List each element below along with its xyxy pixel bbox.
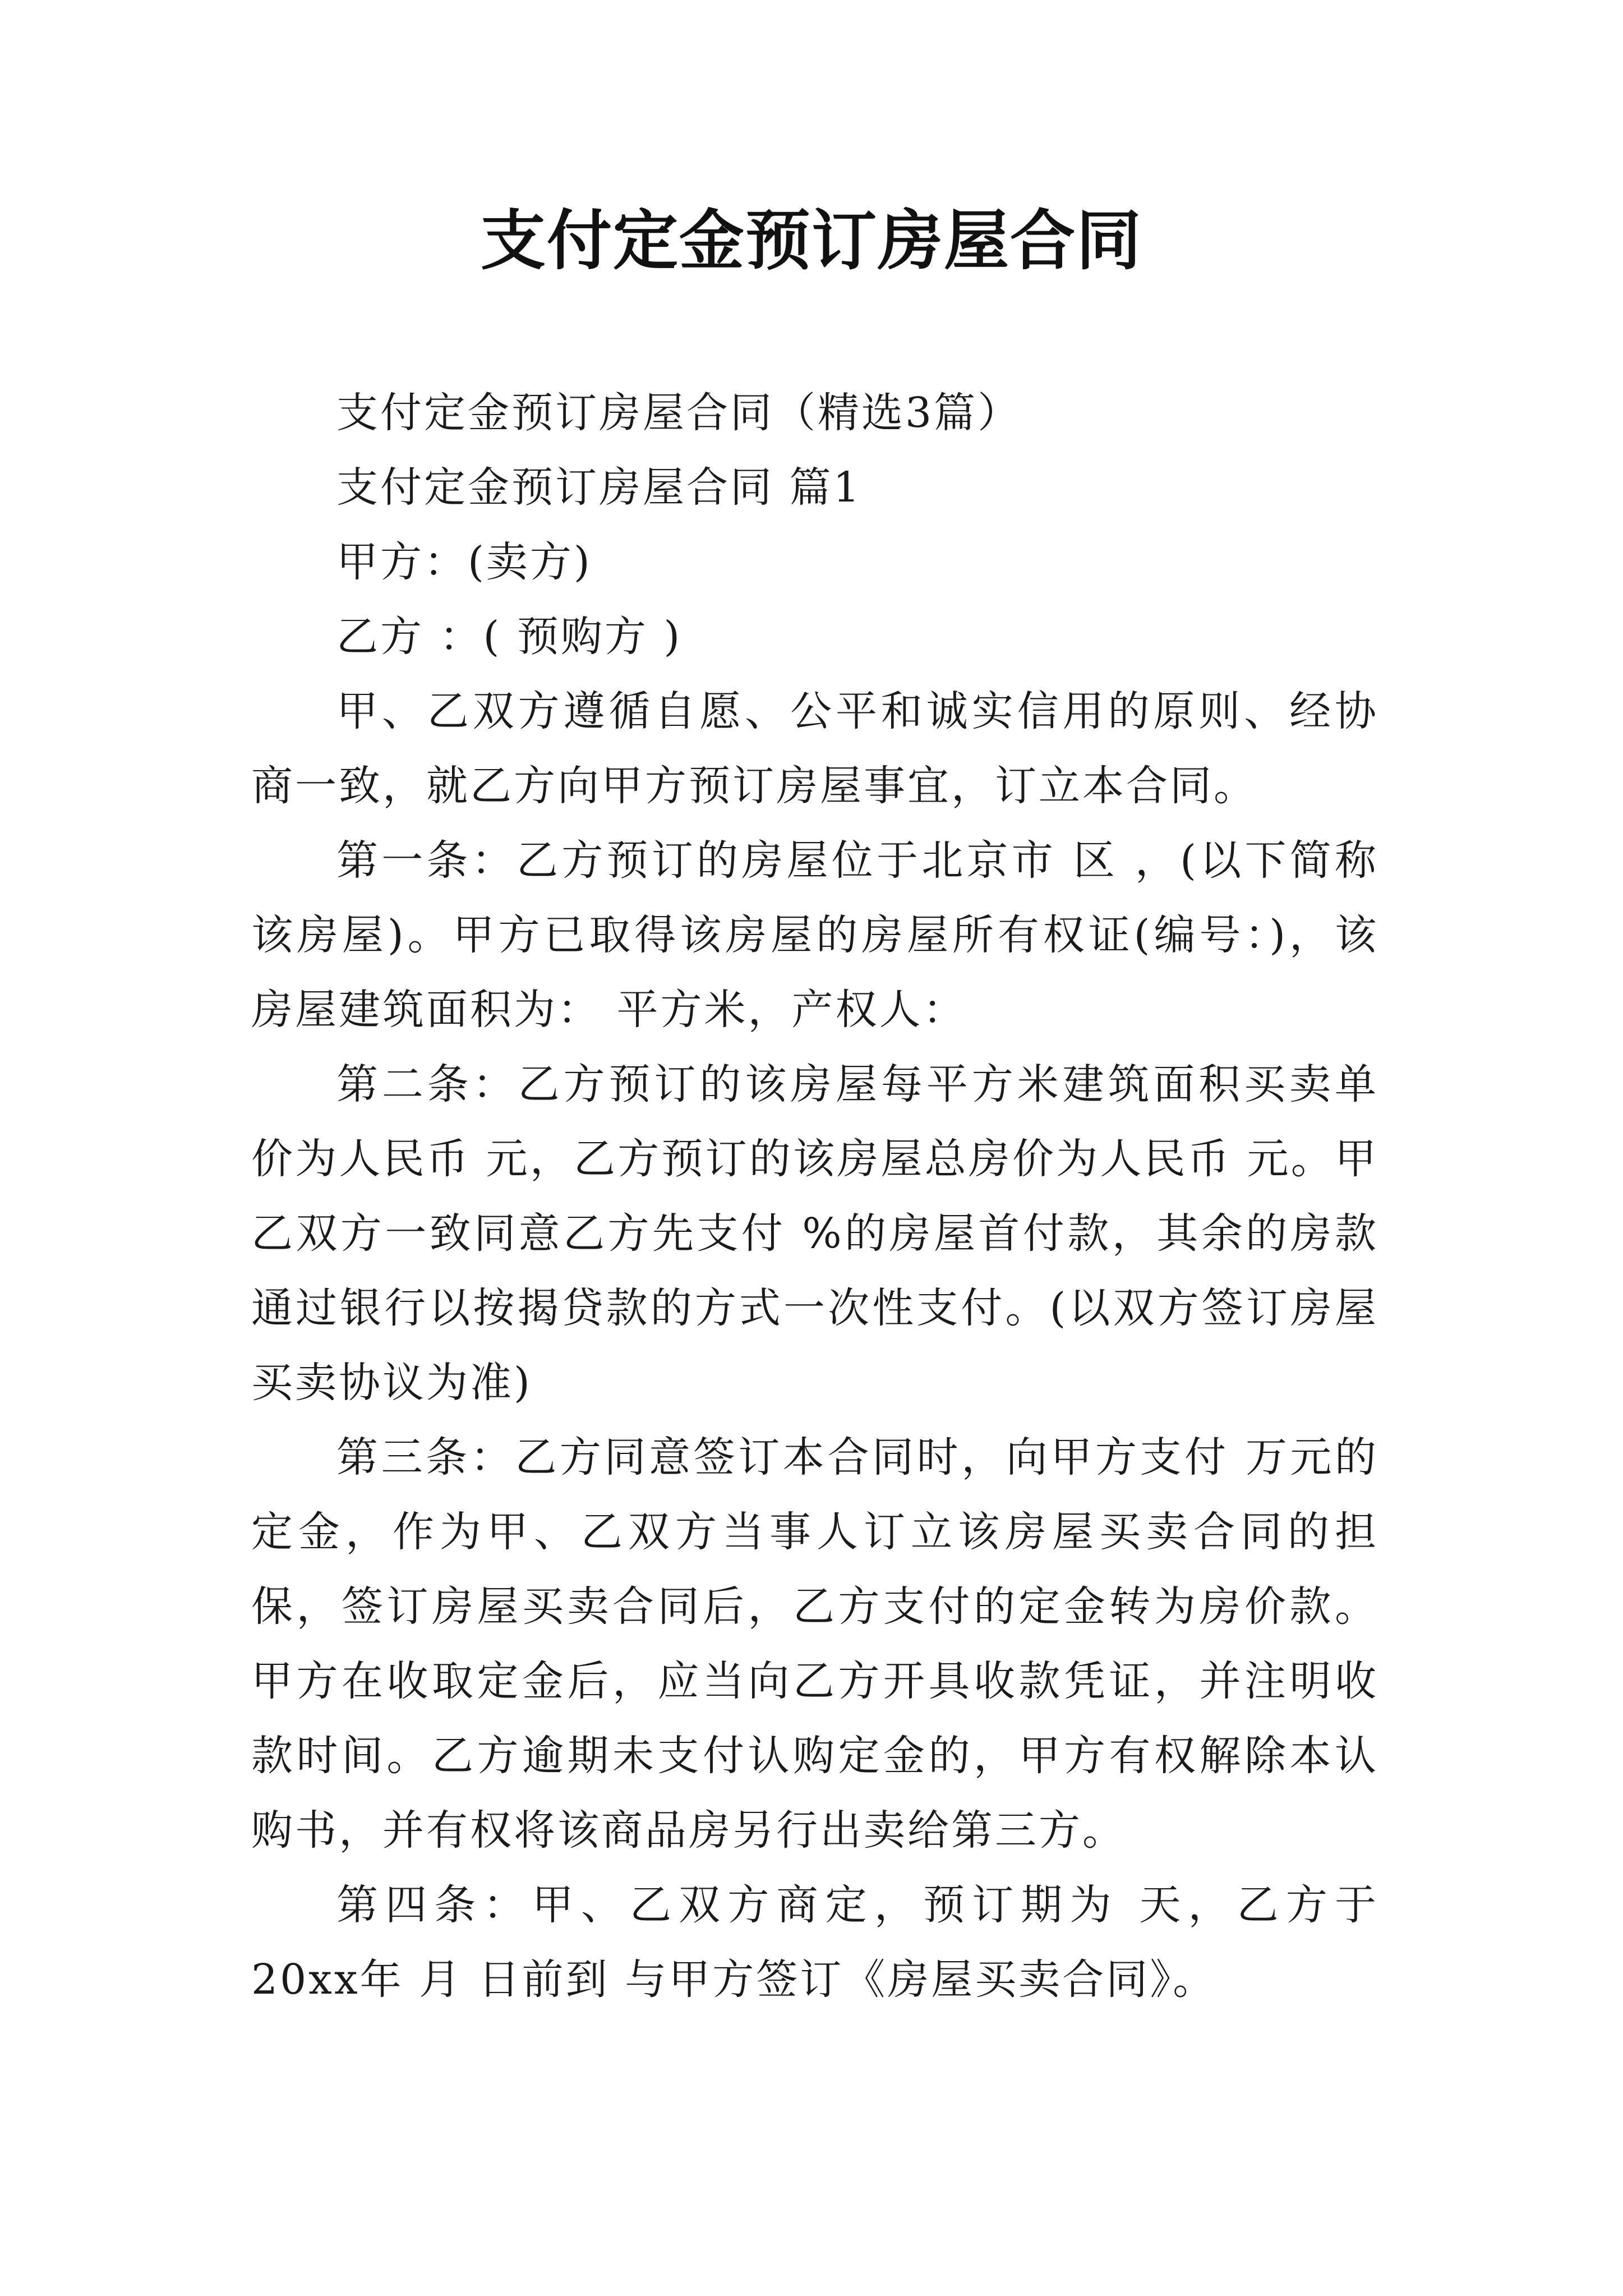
paragraph-article-2: 第二条：乙方预订的该房屋每平方米建筑面积买卖单价为人民币 元，乙方预订的该房屋总房价为人民币 元。甲乙双方一致同意乙方先支付 %的房屋首付款，其余的房款通过银行以按揭贷款的方式一次性支付。(以双方签订房屋买卖协议为准) [251,1060,1378,1407]
paragraph-article-3: 第三条：乙方同意签订本合同时，向甲方支付 万元的定金，作为甲、乙双方当事人订立该房屋买卖合同的担保，签订房屋买卖合同后，乙方支付的定金转为房价款。甲方在收取定金后，应当向乙方开具收款凭证，并注明收款时间。乙方逾期未支付认购定金的，甲方有权解除本认购书，并有权将该商品房另行出卖给第三方。 [251,1433,1378,1855]
paragraph-section-title: 支付定金预订房屋合同 篇1 [336,463,862,512]
paragraph-preamble: 甲、乙双方遵循自愿、公平和诚实信用的原则、经协商一致，就乙方向甲方预订房屋事宜，订立本合同。 [251,687,1378,810]
paragraph-party-a: 甲方：(卖方) [336,538,592,586]
paragraph-party-b: 乙方 ：( 预购方 ) [336,613,683,661]
document-body [251,376,1378,2017]
paragraph-collection-title: 支付定金预订房屋合同（精选3篇） [336,389,1022,437]
paragraph-article-4: 第四条：甲、乙双方商定，预订期为 天，乙方于20xx年 月 日前到 与甲方签订《房屋买卖合同》。 [251,1881,1378,2004]
paragraph-article-1: 第一条：乙方预订的房屋位于北京市 区 ，(以下简称该房屋)。甲方已取得该房屋的房屋所有权证(编号：)，该房屋建筑面积为： 平方米，产权人： [251,836,1378,1034]
document-title: 支付定金预订房屋合同 [481,203,1142,279]
